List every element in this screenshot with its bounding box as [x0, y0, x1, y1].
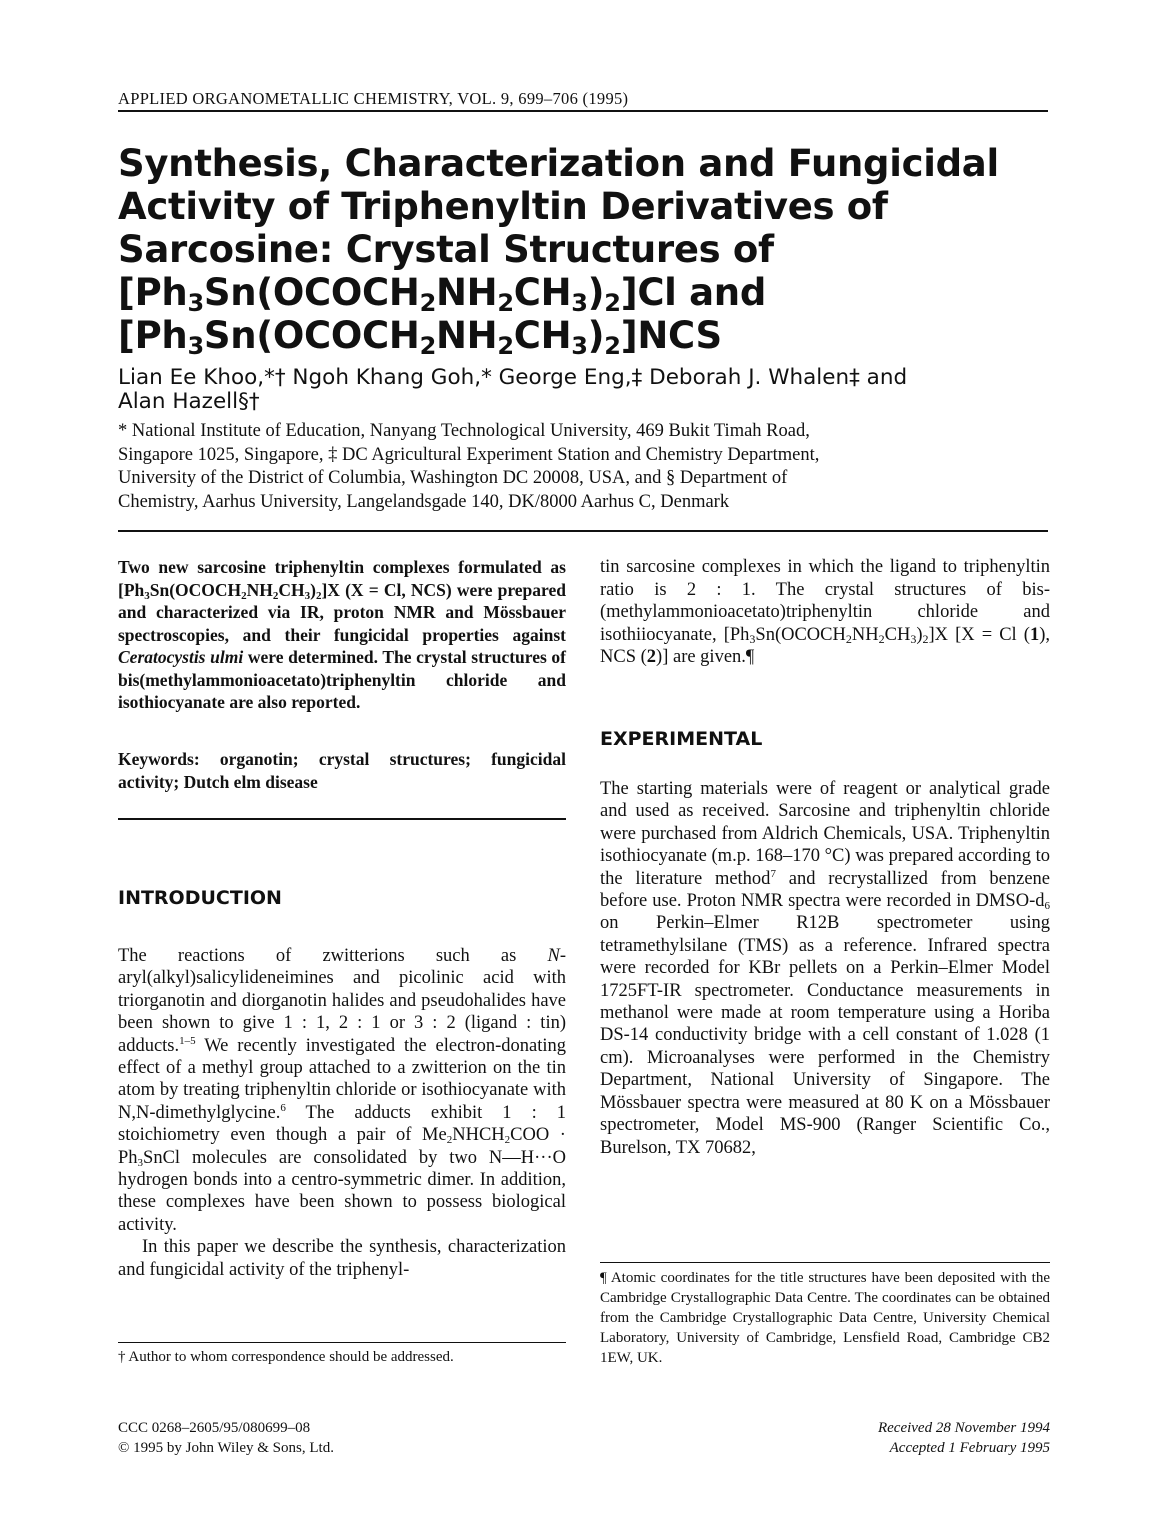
deposition-footnote: ¶ Atomic coordinates for the title structures have been deposited with the Cambridge Crystallographic Data Centre. The coordinates can be obtained from the Cambridge Crystallographic Data Centre, University Chemical Laboratory, University of Cambridge, Lensfield Road, Cambridge CB2 1EW, UK. [600, 1270, 1050, 1366]
copyright: © 1995 by John Wiley & Sons, Ltd. [118, 1440, 334, 1456]
experimental-heading: EXPERIMENTAL [600, 728, 763, 750]
received-date: Received 28 November 1994 [877, 1420, 1050, 1436]
abstract-text: (X = Cl, NCS) were prepared and characterized via IR, proton NMR and Mössbauer spectroscopies, and their fungicidal properties against [118, 579, 566, 645]
text-run: -aryl(alkyl)salicylideneimines and picolinic acid with triorganotin and diorganotin halides and pseudohalides have been shown to give 1 : 1, 2 : 1 or 3 : 2 (ligand : tin) adducts. [118, 946, 566, 1056]
compound-number: 2 [646, 647, 657, 667]
affiliation-line: * National Institute of Education, Nanyang Technological University, 469 Bukit Timah Road, [118, 421, 810, 441]
introduction-paragraph-2: In this paper we describe the synthesis, characterization and fungicidal activity of the triphenyl- [118, 1237, 566, 1280]
keywords: Keywords: organotin; crystal structures; fungicidal activity; Dutch elm disease [118, 749, 566, 792]
keywords-rule [118, 818, 566, 820]
text-run: tin sarcosine complexes in which the ligand to triphenyltin ratio is 2 : 1. The crystal structures of bis-(methylammonioacetato)triphenyltin chloride and isothiiocyanate, [600, 557, 1050, 645]
experimental-body [600, 778, 1050, 1159]
affiliation-line: Singapore 1025, Singapore, ‡ DC Agricultural Experiment Station and Chemistry Department, [118, 444, 820, 465]
subscript: 6 [1044, 900, 1050, 913]
title-formula-1-suffix: Cl and [637, 271, 767, 314]
footnote-rule-right [600, 1262, 1050, 1263]
affiliation-rule [118, 530, 1048, 532]
text-run: )] are given.¶ [656, 647, 755, 667]
reference-marker: 7 [770, 867, 776, 880]
abstract-organism: Ceratocystis ulmi [118, 647, 244, 667]
abstract-text: Two new sarcosine triphenyltin complexes formulated as [118, 557, 566, 577]
text-run: [X = Cl ( [955, 624, 1030, 645]
running-head: APPLIED ORGANOMETALLIC CHEMISTRY, VOL. 9, 699–706 (1995) [118, 89, 629, 108]
authors-line-2: Alan Hazell§† [118, 389, 260, 414]
text-run: molecules are consolidated by two N—H···O hydrogen bonds into a centro-symmetric dimer. In addition, these complexes have been shown to possess biological activity. [118, 1147, 566, 1235]
affiliation-line: Chemistry, Aarhus University, Langelandsgade 140, DK/8000 Aarhus C, Denmark [118, 491, 730, 512]
introduction-body [118, 945, 566, 1281]
text-run: The reactions of zwitterions such as [118, 946, 517, 966]
text-run: The adducts exhibit 1 : 1 stoichiometry even though a pair of [118, 1102, 566, 1146]
title-line-1: Synthesis, Characterization and Fungicidal [118, 142, 999, 185]
authors-line-1: Lian Ee Khoo,*† Ngoh Khang Goh,* George Eng,‡ Deborah J. Whalen‡ and [118, 365, 908, 390]
abstract-text: were determined. The crystal structures of bis(methylammonioacetato)triphenyltin chloride and isothiocyanate are also reported. [118, 647, 567, 712]
reference-marker: 1–5 [179, 1034, 196, 1047]
title-formula-1: $[Ph_3Sn(OCOCH_2NH_2CH_3)_2]Cl$ and [118, 271, 767, 317]
affiliations [118, 420, 1048, 514]
title-formula-2-suffix: NCS [637, 314, 722, 357]
article-title [118, 142, 1048, 360]
text-run: on Perkin–Elmer R12B spectrometer using tetramethylsilane (TMS) as a reference. Infrared spectra were recorded for KBr pellets on a Perkin–Elmer Model 1725FT-IR spectrometer. Conductance measurements in methanol were made at room temperature using a Horiba DS-14 conductivity bridge with a cell constant of 1.028 (1 cm). Microanalyses were performed in the Chemistry Department, National University of Singapore. The Mössbauer spectra were measured at 80 K on a Mössbauer spectrometer, Model MS-900 (Ranger Scientific Co., Burelson, TX 70682, [600, 913, 1050, 1158]
title-line-2: Activity of Triphenyltin Derivatives of [118, 185, 888, 228]
introduction-heading: INTRODUCTION [118, 887, 282, 909]
abstract: Two new sarcosine triphenyltin complexes formulated as $[Ph_3Sn(OCOCH_2NH_2CH_3)_2]X$ (X = Cl, NCS) were prepared and characterized via IR, proton NMR and Mössbauer spectroscopies, and their fungicidal properties against Ceratocystis ulmi were determined. The crystal structures of bis(methylammonioacetato)triphenyltin chloride and isothiocyanate are also reported. [118, 557, 567, 712]
title-line-3: Sarcosine: Crystal Structures of [118, 228, 774, 271]
authors [118, 366, 1048, 414]
introduction-paragraph-1: The reactions of zwitterions such as N-aryl(alkyl)salicylideneimines and picolinic acid with triorganotin and diorganotin halides and pseudohalides have been shown to give 1 : 1, 2 : 1 or 3 : 2 (ligand : tin) adducts.$^{1-5}$ We recently investigated the electron-donating effect of a methyl group attached to a zwitterion on the tin atom by treating triphenyltin chloride or isothiocyanate with N,N-dimethylglycine.$^6$ The adducts exhibit 1 : 1 stoichiometry even though a pair of $Me_2NHCH_2COO$ · $Ph_3SnCl$ molecules are consolidated by two N—H···O hydrogen bonds into a centro-symmetric dimer. In addition, these complexes have been shown to possess biological activity. [118, 946, 566, 1235]
title-formula-2: $[Ph_3Sn(OCOCH_2NH_2CH_3)_2]NCS$ [118, 314, 722, 360]
text-run: We recently investigated the electron-donating effect of a methyl group attached to a zwitterion on the tin atom by treating triphenyltin chloride or isothiocyanate with N,N-dimethylglycine. [118, 1035, 566, 1123]
text-run: ), NCS ( [600, 624, 1050, 667]
accepted-date: Accepted 1 February 1995 [889, 1440, 1050, 1456]
compound-number: 1 [1029, 624, 1040, 645]
ccc-code: CCC 0268–2605/95/080699–08 [118, 1420, 311, 1436]
header-rule [118, 110, 1048, 112]
text-run: The starting materials were of reagent or analytical grade and used as received. Sarcosine and triphenyltin chloride were purchased from Aldrich Chemicals, USA. Triphenyltin isothiocyanate (m.p. 168–170 °C) was prepared according to the literature method [600, 779, 1050, 889]
reference-marker: 6 [280, 1101, 286, 1114]
correspondence-footnote: † Author to whom correspondence should be addressed. [118, 1349, 454, 1365]
text-run: N [547, 946, 560, 966]
abstract-continuation: tin sarcosine complexes in which the ligand to triphenyltin ratio is 2 : 1. The crystal structures of bis-(methylammonioacetato)triphenyltin chloride and isothiiocyanate, $[Ph_3Sn(OCOCH_2NH_2CH_3)_2]X$ [X = Cl (1), NCS (2)] are given.¶ [600, 557, 1050, 667]
text-run: and recrystallized from benzene before use. Proton NMR spectra were recorded in DMSO-d [600, 868, 1050, 912]
affiliation-line: University of the District of Columbia, Washington DC 20008, USA, and § Department of [118, 468, 788, 488]
footnote-rule-left [118, 1342, 566, 1343]
